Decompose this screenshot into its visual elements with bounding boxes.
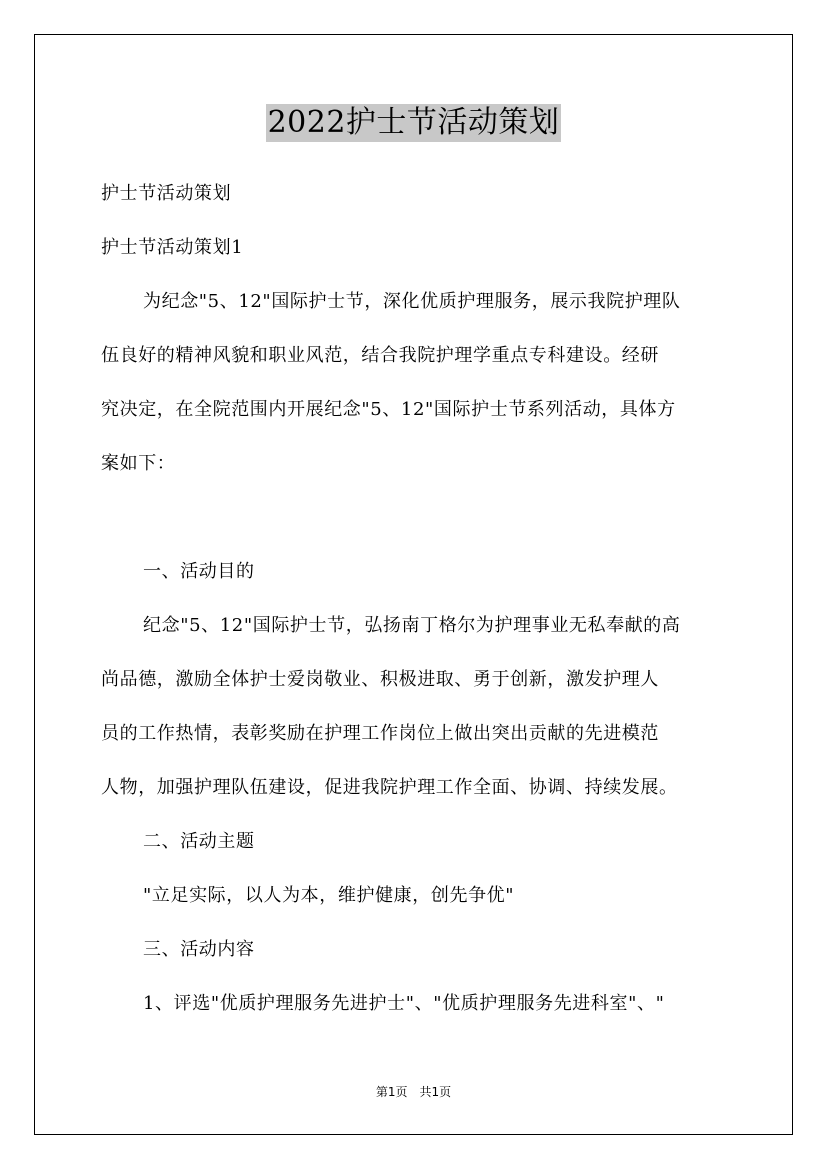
purpose-line: 人物，加强护理队伍建设，促进我院护理工作全面、协调、持续发展。 <box>101 777 678 798</box>
purpose-line: 员的工作热情，表彰奖励在护理工作岗位上做出突出贡献的先进模范 <box>101 723 659 744</box>
section-heading: 护士节活动策划1 <box>101 237 244 258</box>
theme-text: "立足实际，以人为本，维护健康，创先争优" <box>143 885 515 906</box>
document-subtitle: 护士节活动策划 <box>101 183 232 204</box>
title-container <box>0 104 827 142</box>
heading-content: 三、活动内容 <box>143 939 255 960</box>
purpose-line: 尚品德，激励全体护士爱岗敬业、积极进取、勇于创新，激发护理人 <box>101 669 659 690</box>
heading-purpose: 一、活动目的 <box>143 561 255 582</box>
content-line: 1、评选"优质护理服务先进护士"、"优质护理服务先进科室"、" <box>143 993 665 1014</box>
document-title: 2022护士节活动策划 <box>267 105 560 140</box>
intro-line: 伍良好的精神风貌和职业风范，结合我院护理学重点专科建设。经研 <box>101 345 659 366</box>
page-footer <box>0 1084 827 1100</box>
heading-theme: 二、活动主题 <box>143 831 255 852</box>
intro-line: 究决定，在全院范围内开展纪念"5、12"国际护士节系列活动，具体方 <box>101 399 676 420</box>
intro-line: 为纪念"5、12"国际护士节，深化优质护理服务，展示我院护理队 <box>143 291 681 312</box>
total-pages: 共1页 <box>419 1085 452 1099</box>
page-number: 第1页 <box>375 1085 408 1099</box>
intro-line: 案如下： <box>101 453 176 474</box>
purpose-line: 纪念"5、12"国际护士节，弘扬南丁格尔为护理事业无私奉献的高 <box>143 615 681 636</box>
